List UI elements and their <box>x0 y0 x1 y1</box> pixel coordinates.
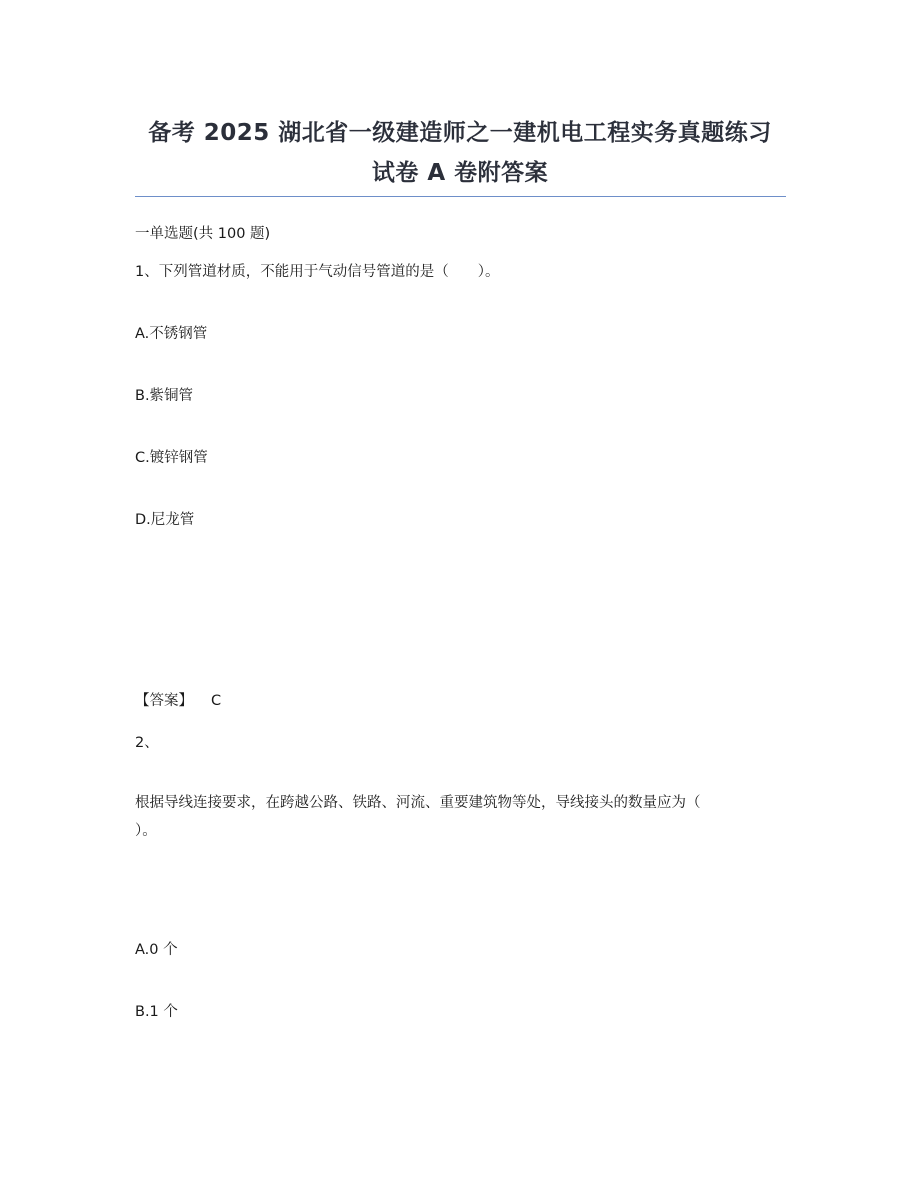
section-heading: 一单选题(共 100 题) <box>135 226 271 242</box>
document-title-line-1: 备考 2025 湖北省一级建造师之一建机电工程实务真题练习 <box>148 120 772 146</box>
question-2-stem-line-1: 根据导线连接要求，在跨越公路、铁路、河流、重要建筑物等处，导线接头的数量应为（ <box>135 795 701 811</box>
answer-value: C <box>211 693 222 709</box>
question-1-option-c: C.镀锌钢管 <box>135 450 208 466</box>
question-1-option-a: A.不锈钢管 <box>135 326 208 342</box>
question-2-option-a: A.0 个 <box>135 942 178 958</box>
document-title-line-2: 试卷 A 卷附答案 <box>371 160 549 186</box>
question-2-number: 2、 <box>135 735 159 751</box>
answer-label: 【答案】 <box>135 693 193 709</box>
question-1-answer <box>135 691 221 711</box>
question-1-option-d: D.尼龙管 <box>135 512 195 528</box>
question-2-stem-line-2: ）。 <box>135 823 157 839</box>
question-2-option-b: B.1 个 <box>135 1004 178 1020</box>
title-divider <box>135 196 786 197</box>
question-1-option-b: B.紫铜管 <box>135 388 194 404</box>
question-1-stem: 1、下列管道材质，不能用于气动信号管道的是（ ）。 <box>135 264 500 280</box>
